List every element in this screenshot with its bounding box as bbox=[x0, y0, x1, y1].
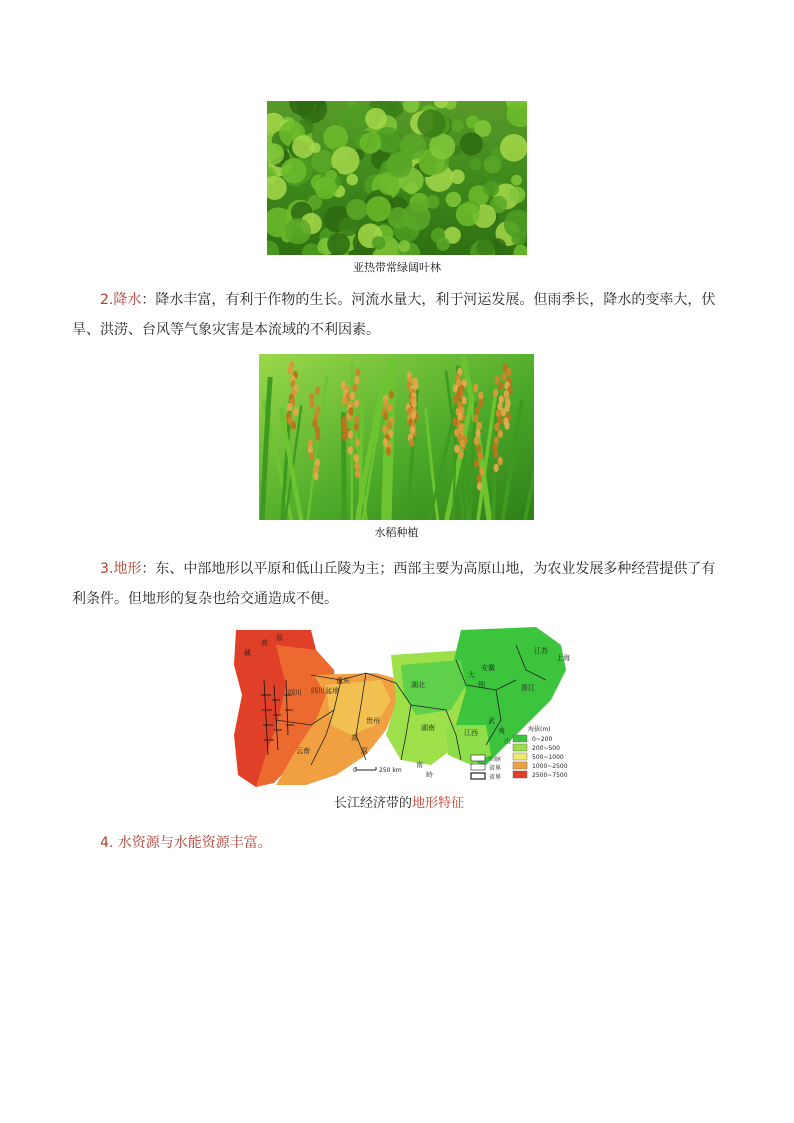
canopy-blob bbox=[327, 233, 350, 255]
canopy-blob bbox=[436, 237, 450, 251]
rice-grain bbox=[386, 447, 391, 455]
canopy-blob bbox=[500, 134, 527, 162]
place-label: 藏 bbox=[244, 649, 251, 657]
place-label: 武 bbox=[488, 717, 495, 725]
place-label: 四川盆地 bbox=[311, 687, 339, 695]
rice-grain bbox=[473, 414, 478, 422]
section-2-paragraph: 2.降水：降水丰富，有利于作物的生长。河流水量大，利于河运发展。但雨季长，降水的变率大，伏 旱、洪涝、台风等气象灾害是本流域的不利因素。 bbox=[72, 285, 722, 345]
canopy-blob bbox=[511, 175, 522, 186]
canopy-blob bbox=[426, 195, 440, 209]
rice-grain bbox=[475, 407, 480, 415]
rice-grain bbox=[382, 425, 387, 433]
rice-grain bbox=[452, 417, 457, 425]
section-2-heading: 降水 bbox=[113, 292, 142, 308]
section-3-number: 3. bbox=[100, 561, 114, 577]
rice-grain bbox=[498, 382, 503, 390]
rice-caption: 水稻种植 bbox=[374, 526, 419, 539]
place-label: 大 bbox=[468, 671, 475, 679]
place-label: 山 bbox=[504, 737, 511, 745]
canopy-blob bbox=[372, 236, 385, 249]
rice-grain bbox=[348, 431, 353, 439]
rice-grain bbox=[477, 475, 482, 483]
symbol-label: 山脉 bbox=[489, 756, 502, 763]
legend-label: 2500~7500 bbox=[532, 772, 568, 779]
rice-grain bbox=[460, 439, 465, 447]
rice-grain bbox=[315, 386, 320, 394]
rice-grain bbox=[473, 384, 478, 392]
rice-grain bbox=[498, 457, 503, 465]
rice-grain bbox=[498, 430, 503, 438]
legend-label: 200~500 bbox=[532, 745, 560, 752]
place-label: 岭 bbox=[426, 771, 433, 779]
symbol-swatch bbox=[471, 755, 485, 761]
rice-grain bbox=[354, 399, 359, 407]
rice-grain bbox=[494, 464, 499, 472]
rice-grain bbox=[287, 403, 292, 411]
rice-grain bbox=[478, 452, 483, 460]
svg-text:250 km: 250 km bbox=[379, 767, 402, 774]
place-label: 上海 bbox=[556, 654, 570, 662]
rice-grain bbox=[476, 444, 481, 452]
place-label: 原 bbox=[361, 747, 368, 755]
rice-grain bbox=[498, 416, 503, 424]
place-label: 四川 bbox=[288, 689, 302, 697]
rice-grain bbox=[454, 445, 459, 453]
rice-grain bbox=[457, 412, 462, 420]
rice-grain bbox=[355, 438, 360, 446]
place-label: 安徽 bbox=[481, 664, 495, 672]
canopy-blob bbox=[281, 158, 306, 183]
canopy-blob bbox=[483, 181, 499, 197]
rice-grain bbox=[412, 400, 417, 408]
canopy-blob bbox=[323, 125, 348, 150]
place-label: 贵州 bbox=[366, 717, 380, 725]
place-label: 江西 bbox=[464, 729, 478, 737]
symbol-swatch bbox=[471, 764, 485, 770]
forest-photo bbox=[267, 101, 527, 255]
rice-grain bbox=[493, 389, 498, 397]
section-4-text: 4. 水资源与水能资源丰富。 bbox=[100, 835, 272, 851]
rice-grain bbox=[350, 392, 355, 400]
rice-grain bbox=[355, 470, 360, 478]
rice-grain bbox=[479, 467, 484, 475]
canopy-blob bbox=[366, 196, 391, 221]
place-label: 江苏 bbox=[534, 647, 548, 655]
svg-text:0: 0 bbox=[353, 767, 357, 774]
section-2-line2: 旱、洪涝、台风等气象灾害是本流域的不利因素。 bbox=[72, 322, 380, 338]
canopy-blob bbox=[398, 240, 410, 252]
canopy-blob bbox=[511, 231, 526, 246]
rice-grain bbox=[389, 391, 394, 399]
section-3-paragraph: 3.地形：东、中部地形以平原和低山丘陵为主；西部主要为高原山地，为农业发展多种经营提供了有 利条件。但地形的复杂也给交通造成不便。 bbox=[72, 554, 722, 614]
legend-swatch bbox=[513, 753, 527, 760]
rice-grain bbox=[501, 372, 506, 380]
canopy-blob bbox=[337, 114, 349, 126]
terrain-map bbox=[216, 625, 582, 791]
place-label: 夷 bbox=[498, 727, 505, 735]
section-3-line2: 利条件。但地形的复杂也给交通造成不便。 bbox=[72, 591, 338, 607]
rice-grain bbox=[505, 422, 510, 430]
rice-grain bbox=[478, 392, 483, 400]
rice-grain bbox=[309, 452, 314, 460]
rice-grain bbox=[410, 426, 415, 434]
place-label: 高 bbox=[351, 734, 358, 742]
rice-grain bbox=[352, 384, 357, 392]
place-label: 高 bbox=[261, 639, 268, 647]
rice-grain bbox=[315, 432, 320, 440]
canopy-blob bbox=[509, 187, 526, 204]
rice-grain bbox=[293, 408, 298, 416]
legend-swatch bbox=[513, 762, 527, 769]
legend-swatch bbox=[513, 744, 527, 751]
map-caption: 长江经济带的地形特征 bbox=[333, 796, 465, 811]
rice-grain bbox=[493, 450, 498, 458]
rice-grain bbox=[477, 422, 482, 430]
rice-grain bbox=[288, 366, 293, 374]
canopy-blob bbox=[470, 159, 482, 171]
place-label: 重庆 bbox=[336, 677, 350, 685]
svg-text:海拔(m): 海拔(m) bbox=[528, 726, 551, 733]
canopy-blob bbox=[346, 174, 358, 186]
place-label: 别 bbox=[478, 681, 485, 689]
section-3-heading: 地形 bbox=[113, 561, 142, 577]
canopy-blob bbox=[365, 108, 387, 130]
rice-grain bbox=[342, 397, 347, 405]
canopy-blob bbox=[484, 156, 502, 174]
canopy-blob bbox=[446, 192, 461, 207]
rice-grain bbox=[355, 368, 360, 376]
place-label: 云南 bbox=[296, 747, 310, 755]
legend-swatch bbox=[513, 771, 527, 778]
rice-grain bbox=[383, 412, 388, 420]
legend-label: 500~1000 bbox=[532, 754, 564, 761]
rice-grain bbox=[354, 415, 359, 423]
canopy-blob bbox=[451, 119, 464, 132]
section-3-line1: 东、中部地形以平原和低山丘陵为主；西部主要为高原山地，为农业发展多种经营提供了有 bbox=[155, 561, 716, 577]
symbol-label: 省界 bbox=[489, 765, 502, 772]
legend-swatch bbox=[513, 735, 527, 742]
place-label: 湖南 bbox=[421, 724, 435, 732]
canopy-blob bbox=[456, 203, 480, 227]
rice-grain bbox=[477, 482, 482, 490]
rice-grain bbox=[348, 407, 353, 415]
canopy-blob bbox=[292, 135, 315, 158]
rice-grain bbox=[341, 424, 346, 432]
canopy-blob bbox=[450, 170, 465, 185]
rice-grain bbox=[387, 421, 392, 429]
rice-leaf bbox=[352, 363, 353, 520]
canopy-blob bbox=[387, 152, 413, 178]
place-label: 南 bbox=[416, 761, 423, 769]
place-label: 浙江 bbox=[521, 684, 535, 692]
rice-grain bbox=[409, 439, 414, 447]
canopy-blob bbox=[360, 132, 382, 154]
legend-label: 0~200 bbox=[532, 736, 553, 743]
rice-grain bbox=[501, 408, 506, 416]
rice-grain bbox=[354, 423, 359, 431]
canopy-blob bbox=[403, 203, 431, 231]
place-label: 原 bbox=[276, 634, 283, 642]
rice-grain bbox=[460, 423, 465, 431]
rice-grain bbox=[291, 421, 296, 429]
rice-grain bbox=[348, 446, 353, 454]
rice-grain bbox=[506, 368, 511, 376]
section-2-line1: 降水丰富，有利于作物的生长。河流水量大，利于河运发展。但雨季长，降水的变率大，伏 bbox=[155, 292, 716, 308]
canopy-blob bbox=[326, 170, 337, 181]
rice-grain bbox=[342, 432, 347, 440]
forest-caption: 亚热带常绿阔叶林 bbox=[353, 261, 441, 274]
canopy-blob bbox=[417, 109, 445, 137]
section-2-number: 2. bbox=[100, 292, 114, 308]
map-caption-highlight: 地形特征 bbox=[412, 796, 465, 811]
canopy-blob bbox=[460, 132, 483, 155]
rice-photo bbox=[259, 354, 534, 520]
rice-grain bbox=[478, 399, 483, 407]
symbol-label: 省界 bbox=[489, 774, 502, 781]
rice-grain bbox=[354, 454, 359, 462]
rice-grain bbox=[354, 462, 359, 470]
rice-grain bbox=[354, 376, 359, 384]
rice-grain bbox=[310, 400, 315, 408]
symbol-swatch bbox=[471, 773, 485, 779]
place-label: 湖北 bbox=[411, 681, 425, 689]
canopy-blob bbox=[285, 218, 311, 244]
rice-grain bbox=[494, 423, 499, 431]
rice-grain bbox=[459, 450, 464, 458]
rice-grain bbox=[475, 429, 480, 437]
rice-grain bbox=[474, 437, 479, 445]
rice-grain bbox=[494, 375, 499, 383]
legend-label: 1000~2500 bbox=[532, 763, 568, 770]
rice-grain bbox=[474, 460, 479, 468]
rice-grain bbox=[313, 472, 318, 480]
rice-grain bbox=[388, 404, 393, 412]
canopy-blob bbox=[346, 199, 367, 220]
rice-grain bbox=[383, 399, 388, 407]
